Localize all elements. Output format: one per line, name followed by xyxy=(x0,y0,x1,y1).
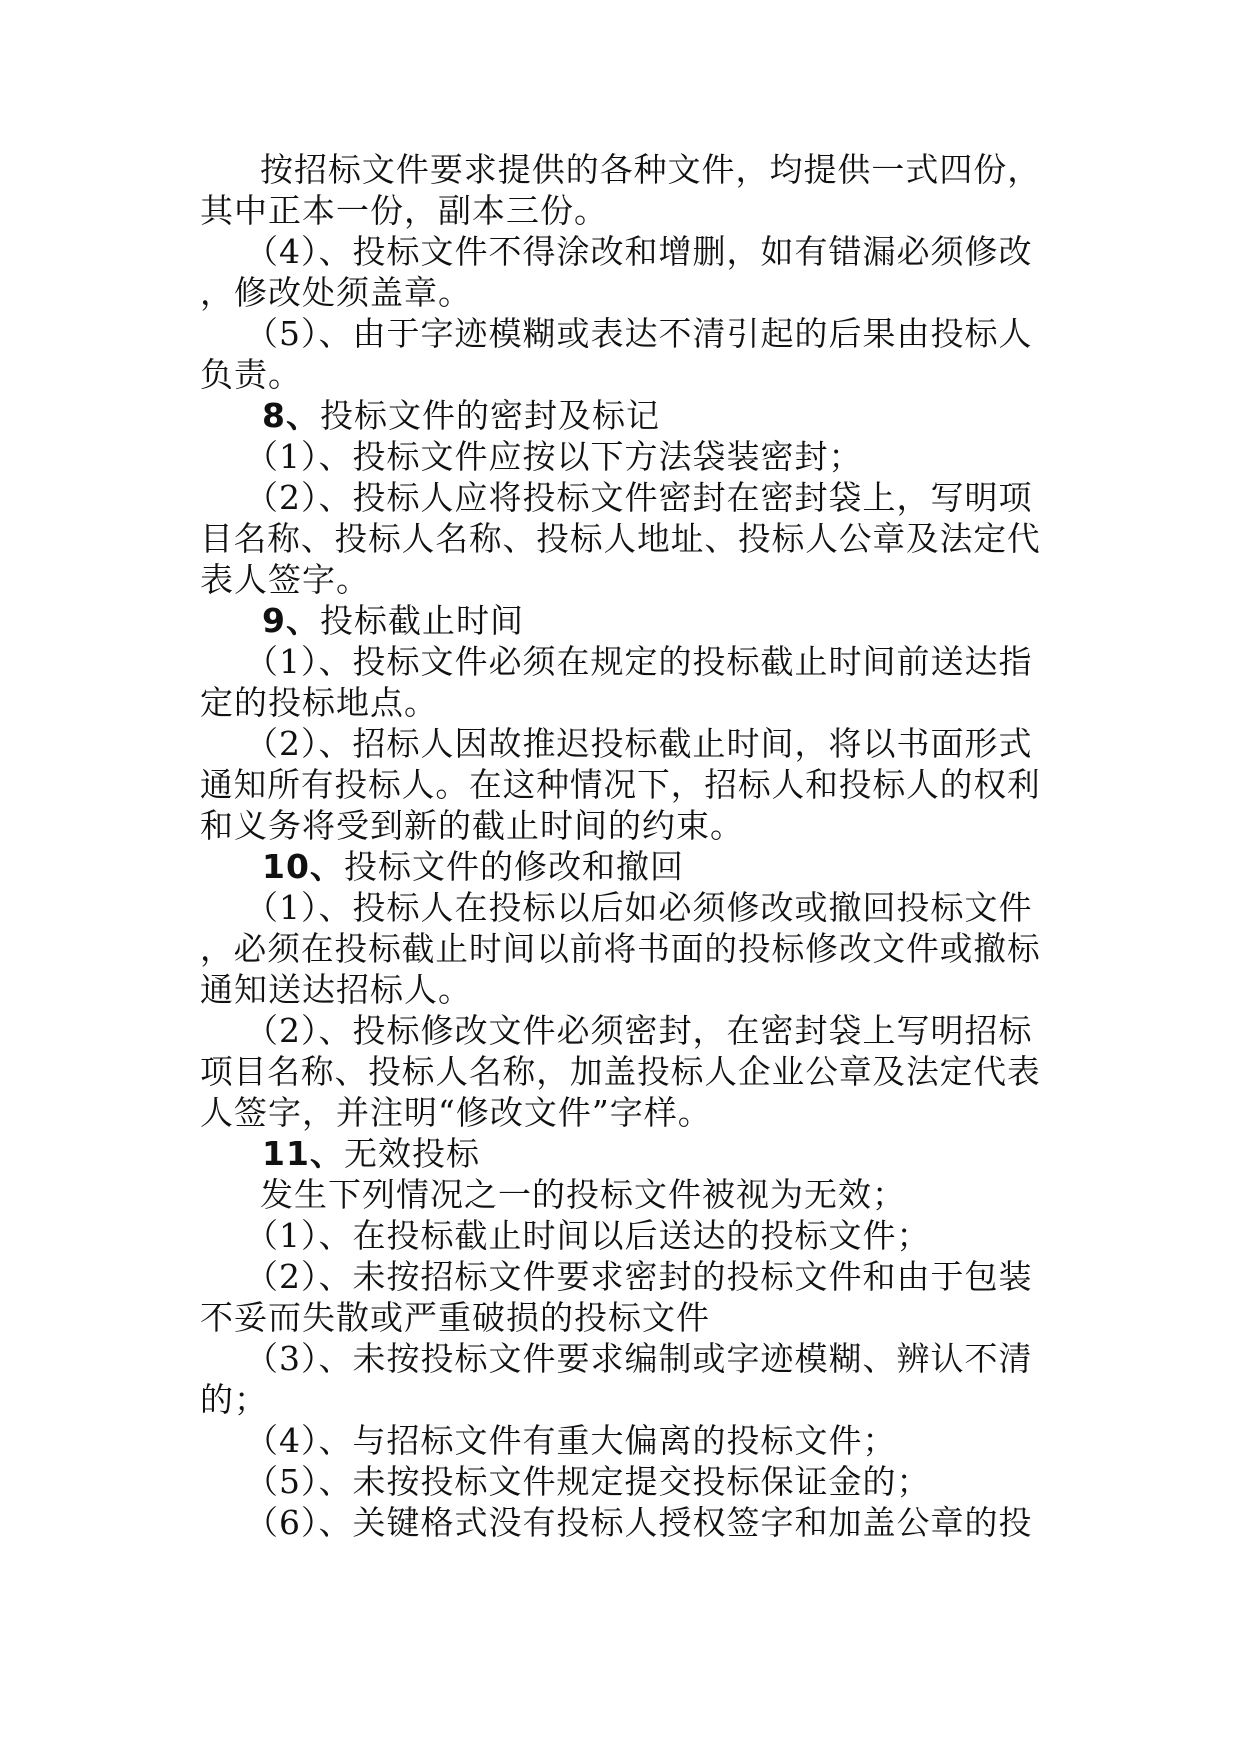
text-line: （5）、未按投标文件规定提交投标保证金的； xyxy=(245,1462,931,1501)
text-line: 通知送达招标人。 xyxy=(200,970,472,1009)
text-line: （1）、投标人在投标以后如必须修改或撤回投标文件 xyxy=(245,888,1033,927)
text-line: 表人签字。 xyxy=(200,560,370,599)
section-number: 10、 xyxy=(262,847,344,886)
text-line: （5）、由于字迹模糊或表达不清引起的后果由投标人 xyxy=(245,314,1033,353)
text-line: （1）、投标文件必须在规定的投标截止时间前送达指 xyxy=(245,642,1033,681)
section-heading: 11、无效投标 xyxy=(262,1134,480,1173)
text-line: （2）、投标人应将投标文件密封在密封袋上，写明项 xyxy=(245,478,1033,517)
text-line: （2）、招标人因故推迟投标截止时间，将以书面形式 xyxy=(245,724,1033,763)
text-line: （3）、未按投标文件要求编制或字迹模糊、辨认不清 xyxy=(245,1339,1033,1378)
text-line: 负责。 xyxy=(200,355,302,394)
text-line: ，修改处须盖章。 xyxy=(200,273,472,312)
text-line: 不妥而失散或严重破损的投标文件 xyxy=(200,1298,710,1337)
text-line: 和义务将受到新的截止时间的约束。 xyxy=(200,806,744,845)
text-line: （1）、投标文件应按以下方法袋装密封； xyxy=(245,437,863,476)
text-line: 其中正本一份，副本三份。 xyxy=(200,191,608,230)
text-line: 目名称、投标人名称、投标人地址、投标人公章及法定代 xyxy=(200,519,1041,558)
section-number: 8、 xyxy=(262,396,320,435)
text-line: （1）、在投标截止时间以后送达的投标文件； xyxy=(245,1216,931,1255)
text-line: 发生下列情况之一的投标文件被视为无效； xyxy=(260,1175,906,1214)
section-heading: 8、投标文件的密封及标记 xyxy=(262,396,660,435)
text-line: （4）、投标文件不得涂改和增删，如有错漏必须修改 xyxy=(245,232,1033,271)
text-line: 项目名称、投标人名称，加盖投标人企业公章及法定代表 xyxy=(200,1052,1041,1091)
text-line: （2）、投标修改文件必须密封，在密封袋上写明招标 xyxy=(245,1011,1033,1050)
section-heading: 10、投标文件的修改和撤回 xyxy=(262,847,684,886)
text-line: 定的投标地点。 xyxy=(200,683,438,722)
text-line: 通知所有投标人。在这种情况下，招标人和投标人的权利 xyxy=(200,765,1041,804)
text-line: ，必须在投标截止时间以前将书面的投标修改文件或撤标 xyxy=(200,929,1041,968)
text-line: （2）、未按招标文件要求密封的投标文件和由于包装 xyxy=(245,1257,1033,1296)
text-line: 按招标文件要求提供的各种文件，均提供一式四份， xyxy=(260,150,1042,189)
section-heading: 9、投标截止时间 xyxy=(262,601,524,640)
text-line: 的； xyxy=(200,1380,268,1419)
section-number: 11、 xyxy=(262,1134,344,1173)
section-number: 9、 xyxy=(262,601,320,640)
text-line: 人签字，并注明“修改文件”字样。 xyxy=(200,1093,712,1132)
text-line: （6）、关键格式没有投标人授权签字和加盖公章的投 xyxy=(245,1503,1033,1542)
text-line: （4）、与招标文件有重大偏离的投标文件； xyxy=(245,1421,897,1460)
